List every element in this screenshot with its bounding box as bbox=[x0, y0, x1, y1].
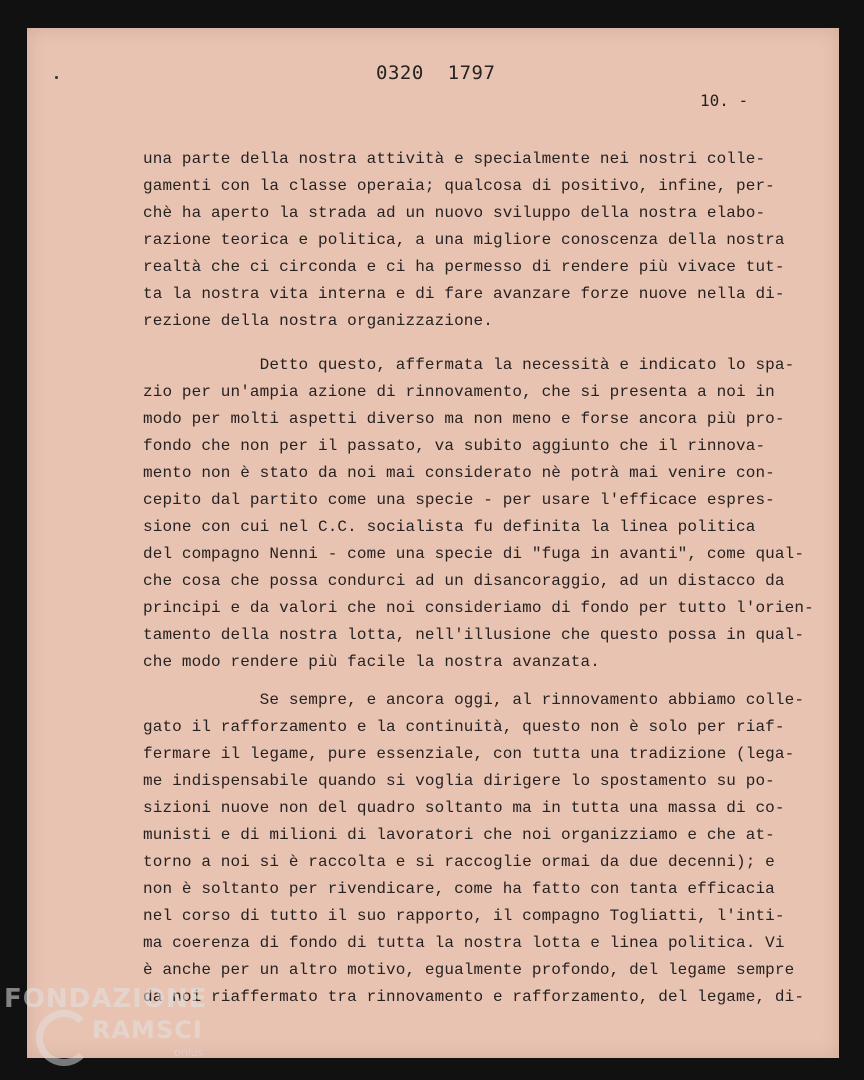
text-line: da noi riaffermato tra rinnovamento e rafforzamento, del legame, di- bbox=[143, 988, 805, 1006]
text-line: gamenti con la classe operaia; qualcosa di positivo, infine, per- bbox=[143, 177, 775, 195]
text-line: non è soltanto per rivendicare, come ha fatto con tanta efficacia bbox=[143, 880, 775, 898]
text-line: razione teorica e politica, a una migliore conoscenza della nostra bbox=[143, 231, 785, 249]
text-line: del compagno Nenni - come una specie di "fuga in avanti", come qual- bbox=[143, 545, 805, 563]
text-line: cepito dal partito come una specie - per usare l'efficace espres- bbox=[143, 491, 775, 509]
watermark-title: FONDAZIONE bbox=[4, 984, 208, 1014]
text-line: realtà che ci circonda e ci ha permesso di rendere più vivace tut- bbox=[143, 258, 785, 276]
watermark-subtitle: RAMSCI bbox=[92, 1016, 203, 1044]
text-line: zio per un'ampia azione di rinnovamento, che si presenta a noi in bbox=[143, 383, 775, 401]
text-line: che cosa che possa condurci ad un disancoraggio, ad un distacco da bbox=[143, 572, 785, 590]
text-line: modo per molti aspetti diverso ma non meno e forse ancora più pro- bbox=[143, 410, 785, 428]
text-line: ma coerenza di fondo di tutta la nostra lotta e linea politica. Vi bbox=[143, 934, 785, 952]
text-line: Se sempre, e ancora oggi, al rinnovamento abbiamo colle- bbox=[143, 691, 805, 709]
text-line: rezione della nostra organizzazione. bbox=[143, 312, 493, 330]
watermark-onlus: onlus bbox=[174, 1046, 204, 1059]
text-line: chè ha aperto la strada ad un nuovo sviluppo della nostra elabo- bbox=[143, 204, 766, 222]
text-line: sione con cui nel C.C. socialista fu definita la linea politica bbox=[143, 518, 756, 536]
text-line: è anche per un altro motivo, egualmente profondo, del legame sempre bbox=[143, 961, 795, 979]
text-line: che modo rendere più facile la nostra avanzata. bbox=[143, 653, 600, 671]
text-line: nel corso di tutto il suo rapporto, il compagno Togliatti, l'inti- bbox=[143, 907, 785, 925]
text-line: fondo che non per il passato, va subito aggiunto che il rinnova- bbox=[143, 437, 766, 455]
text-line: sizioni nuove non del quadro soltanto ma in tutta una massa di co- bbox=[143, 799, 785, 817]
document-number: 0320 1797 bbox=[376, 62, 496, 84]
text-line: tamento della nostra lotta, nell'illusione che questo possa in qual- bbox=[143, 626, 805, 644]
text-line: fermare il legame, pure essenziale, con tutta una tradizione (lega- bbox=[143, 745, 795, 763]
text-line: mento non è stato da noi mai considerato nè potrà mai venire con- bbox=[143, 464, 775, 482]
text-line: me indispensabile quando si voglia dirigere lo spostamento su po- bbox=[143, 772, 775, 790]
text-line: principi e da valori che noi consideriamo di fondo per tutto l'orien- bbox=[143, 599, 814, 617]
text-line: ta la nostra vita interna e di fare avanzare forze nuove nella di- bbox=[143, 285, 785, 303]
text-line: una parte della nostra attività e specialmente nei nostri colle- bbox=[143, 150, 766, 168]
page-number: 10. - bbox=[700, 91, 749, 110]
text-line: gato il rafforzamento e la continuità, questo non è solo per riaf- bbox=[143, 718, 785, 736]
margin-dot bbox=[55, 76, 58, 79]
text-line: Detto questo, affermata la necessità e indicato lo spa- bbox=[143, 356, 795, 374]
text-line: torno a noi si è raccolta e si raccoglie ormai da due decenni); e bbox=[143, 853, 775, 871]
text-line: munisti e di milioni di lavoratori che noi organizziamo e che at- bbox=[143, 826, 775, 844]
